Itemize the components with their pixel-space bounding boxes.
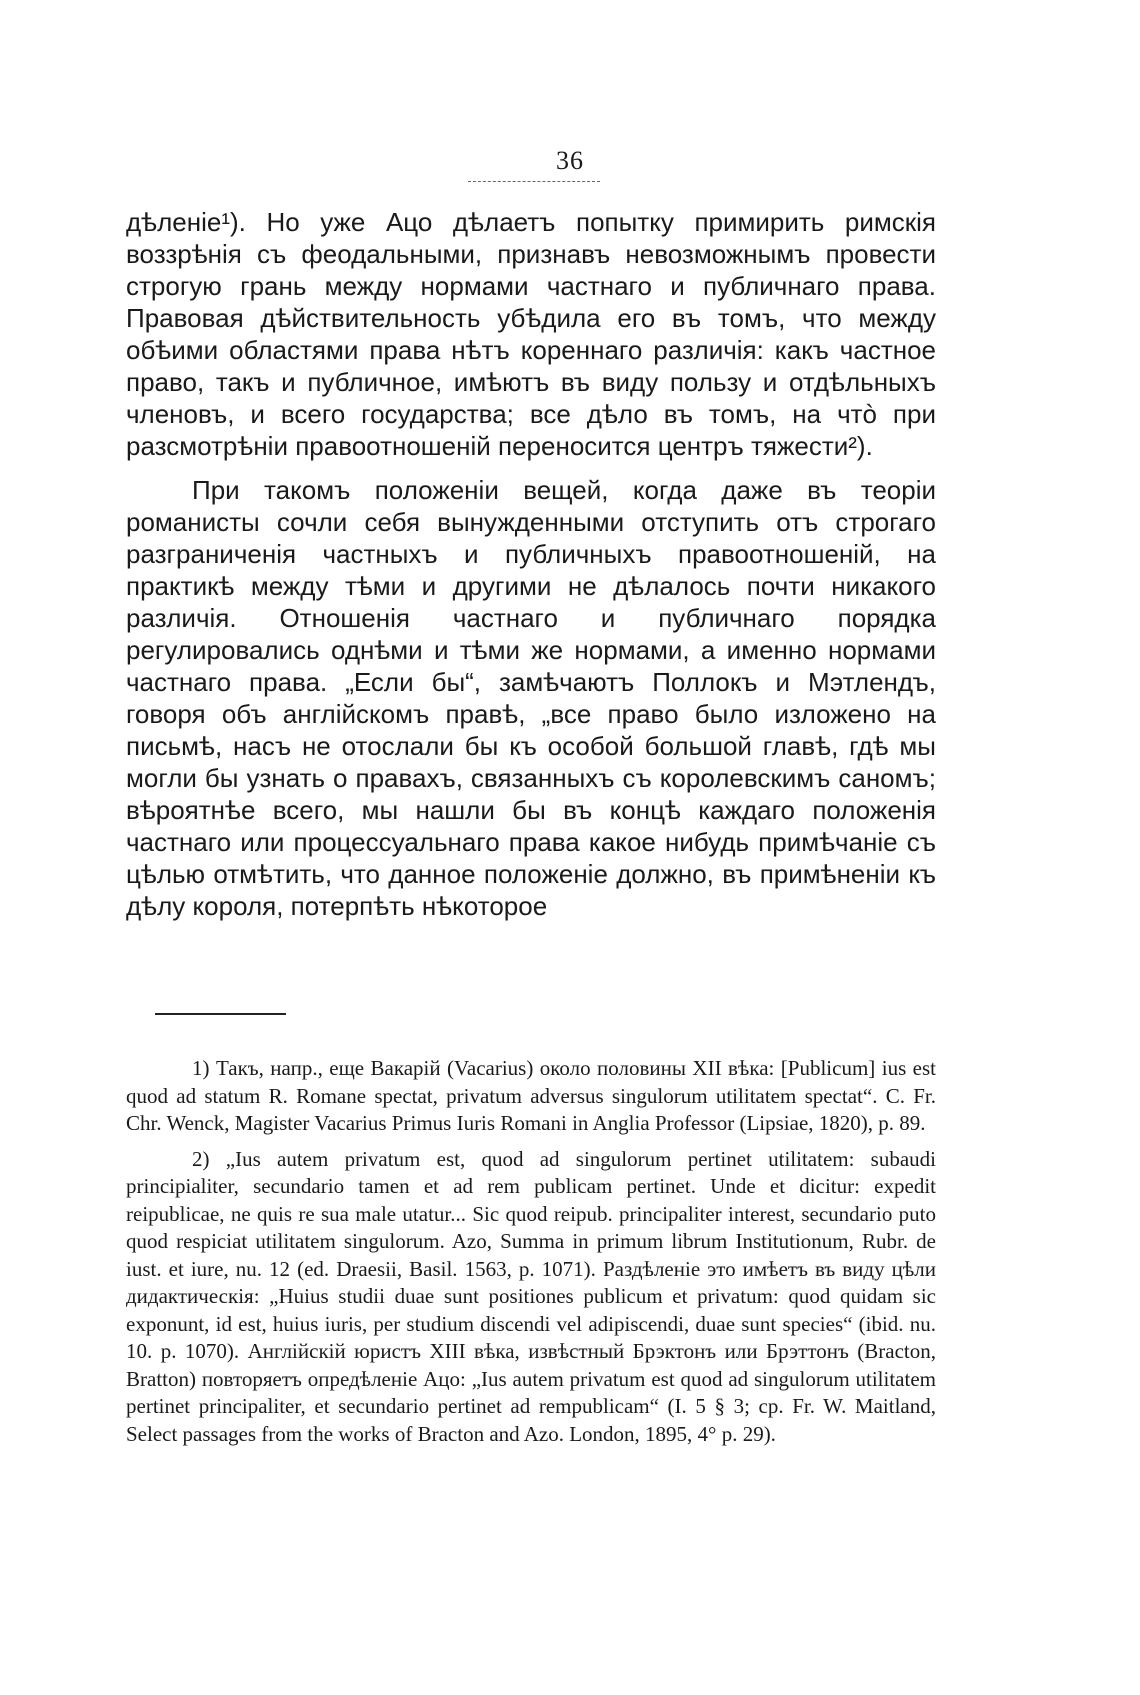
footnote-1 <box>126 1055 936 1138</box>
footnotes <box>126 1055 936 1456</box>
footnote-2-text: „Ius autem privatum est, quod ad singulorum pertinet utilitatem: subaudi principialiter, secundario tamen et ad rem publicam pertinet. Unde et dicitur: expedit reipublicae, ne quis re sua male utatur... Sic quod reipub. principaliter interest, secundario puto quod respiciat utilitatem singulorum. Azo, Summa in primum librum Institutionum, Rubr. de iust. et iure, nu. 12 (ed. Draesii, Basil. 1563, p. 1071). Раздѣленіе это имѣетъ въ виду цѣли дидактическія: „Huius studii duae sunt positiones publicum et privatum: quod quidam sic exponunt, id est, huius iuris, per studium discendi vel adipiscendi, duae sunt species“ (ibid. nu. 10. p. 1070). Англійскій юристъ XIII вѣка, извѣстный Брэктонъ или Брэттонъ (Bracton, Bratton) повторяетъ опредѣленіе Ацо: „Ius autem privatum est quod ad singulorum utilitatem pertinet principaliter, et secundario pertinet ad rempublicam“ (I. 5 § 3; cp. Fr. W. Maitland, Select passages from the works of Bracton and Azo. London, 1895, 4° p. 29). <box>126 1146 937 1446</box>
body-paragraph-1: дѣленіе¹). Но уже Ацо дѣлаетъ попытку примирить римскія воззрѣнія съ феодальными, признавъ невозможнымъ провести строгую грань между нормами частнаго и публичнаго права. Правовая дѣйствительность убѣдила его въ томъ, что между обѣими областями права нѣтъ кореннаго различія: какъ частное право, такъ и публичное, имѣютъ въ виду пользу и отдѣльныхъ членовъ, и всего государства; все дѣло въ томъ, на чтò при разсмотрѣніи правоотношеній переносится центръ тяжести²). <box>126 207 936 461</box>
footnote-1-text: Такъ, напр., еще Вакарій (Vacarius) около половины XII вѣка: [Publicum] ius est quod ad statum R. Romane spectat, privatum adversus singulorum utilitatem spectat“. C. Fr. Chr. Wenck, Magister Vacarius Primus Iuris Romani in Anglia Professor (Lipsiae, 1820), p. 89. <box>126 1056 936 1135</box>
page-number: 36 <box>556 146 584 175</box>
footnote-2-marker: 2) <box>192 1146 210 1171</box>
footnote-separator <box>155 1013 286 1015</box>
page-number-rule <box>468 181 600 183</box>
main-text <box>126 206 936 922</box>
body-paragraph-2: При такомъ положеніи вещей, когда даже въ теоріи романисты сочли себя вынужденными отступить отъ строгаго разграниченія частныхъ и публичныхъ правоотношеній, на практикѣ между тѣми и другими не дѣлалось почти никакого различія. Отношенія частнаго и публичнаго порядка регулировались однѣми и тѣми же нормами, а именно нормами частнаго права. „Если бы“, замѣчаютъ Поллокъ и Мэтлендъ, говоря объ англійскомъ правѣ, „все право было изложено на письмѣ, насъ не отослали бы къ особой большой главѣ, гдѣ мы могли бы узнать о правахъ, связанныхъ съ королевскимъ саномъ; вѣроятнѣе всего, мы нашли бы въ концѣ каждаго положенія частнаго или процессуальнаго права какое нибудь примѣчаніе съ цѣлью отмѣтить, что данное положеніе должно, въ примѣненіи къ дѣлу короля, потерпѣть нѣкоторое <box>126 475 936 921</box>
footnote-1-marker: 1) <box>192 1056 210 1080</box>
footnote-2 <box>126 1146 936 1449</box>
